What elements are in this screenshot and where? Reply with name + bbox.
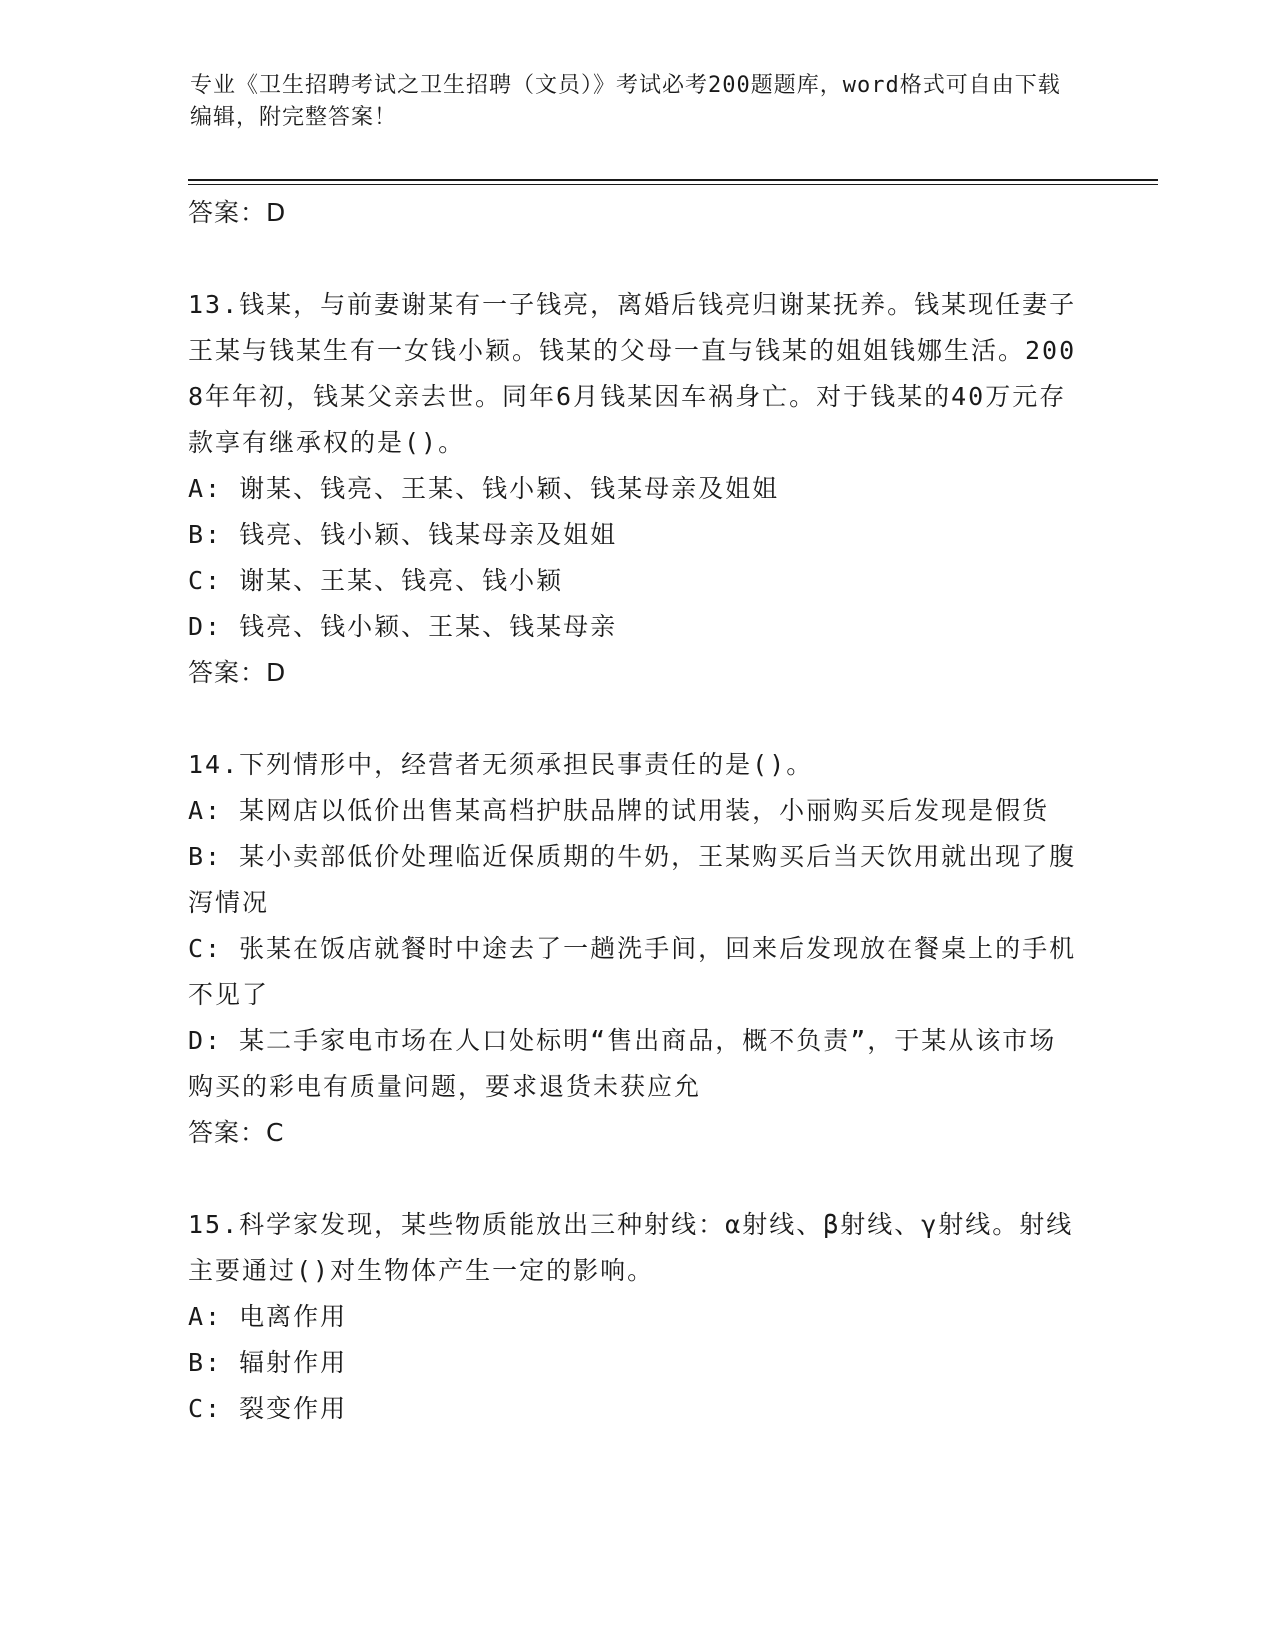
answer-line	[188, 190, 1078, 236]
question-14-option-b: B: 某小卖部低价处理临近保质期的牛奶，王某购买后当天饮用就出现了腹泻情况	[188, 842, 1077, 917]
answer-label: 答案：	[188, 198, 267, 227]
header-rule-thin	[188, 184, 1158, 185]
question-13-option-b: B: 钱亮、钱小颖、钱某母亲及姐姐	[188, 520, 618, 549]
answer-label: 答案：	[188, 658, 267, 687]
answer-line	[188, 1110, 1078, 1156]
question-13-option-d: D: 钱亮、钱小颖、王某、钱某母亲	[188, 612, 618, 641]
question-15-option-c: C: 裂变作用	[188, 1394, 348, 1423]
answer-value: C	[266, 1118, 285, 1147]
question-15-option-a: A: 电离作用	[188, 1302, 348, 1331]
question-13-text: 13.钱某，与前妻谢某有一子钱亮，离婚后钱亮归谢某抚养。钱某现任妻子王某与钱某生有一女钱小颖。钱某的父母一直与钱某的姐姐钱娜生活。2008年年初，钱某父亲去世。同年6月钱某因车祸身亡。对于钱某的40万元存款享有继承权的是()。	[188, 290, 1077, 457]
answer-value: D	[266, 198, 287, 227]
question-14-option-c: C: 张某在饭店就餐时中途去了一趟洗手间，回来后发现放在餐桌上的手机不见了	[188, 934, 1077, 1009]
answer-label: 答案：	[188, 1118, 267, 1147]
answer-line	[188, 650, 1078, 696]
question-13-option-a: A: 谢某、钱亮、王某、钱小颖、钱某母亲及姐姐	[188, 474, 780, 503]
question-14-text: 14.下列情形中，经营者无须承担民事责任的是()。	[188, 750, 814, 779]
document-header: 专业《卫生招聘考试之卫生招聘（文员）》考试必考200题题库，word格式可自由下载编辑，附完整答案！	[190, 73, 1061, 130]
question-list	[188, 190, 1078, 1432]
question-14-option-a: A: 某网店以低价出售某高档护肤品牌的试用装，小丽购买后发现是假货	[188, 796, 1050, 825]
question-13-option-c: C: 谢某、王某、钱亮、钱小颖	[188, 566, 564, 595]
answer-value: D	[266, 658, 287, 687]
question-14-option-d: D: 某二手家电市场在人口处标明“售出商品，概不负责”，于某从该市场购买的彩电有质量问题，要求退货未获应允	[188, 1026, 1057, 1101]
question-15-text: 15.科学家发现，某些物质能放出三种射线：α射线、β射线、γ射线。射线主要通过()对生物体产生一定的影响。	[188, 1210, 1074, 1285]
header-rule	[188, 179, 1158, 181]
question-15-option-b: B: 辐射作用	[188, 1348, 348, 1377]
